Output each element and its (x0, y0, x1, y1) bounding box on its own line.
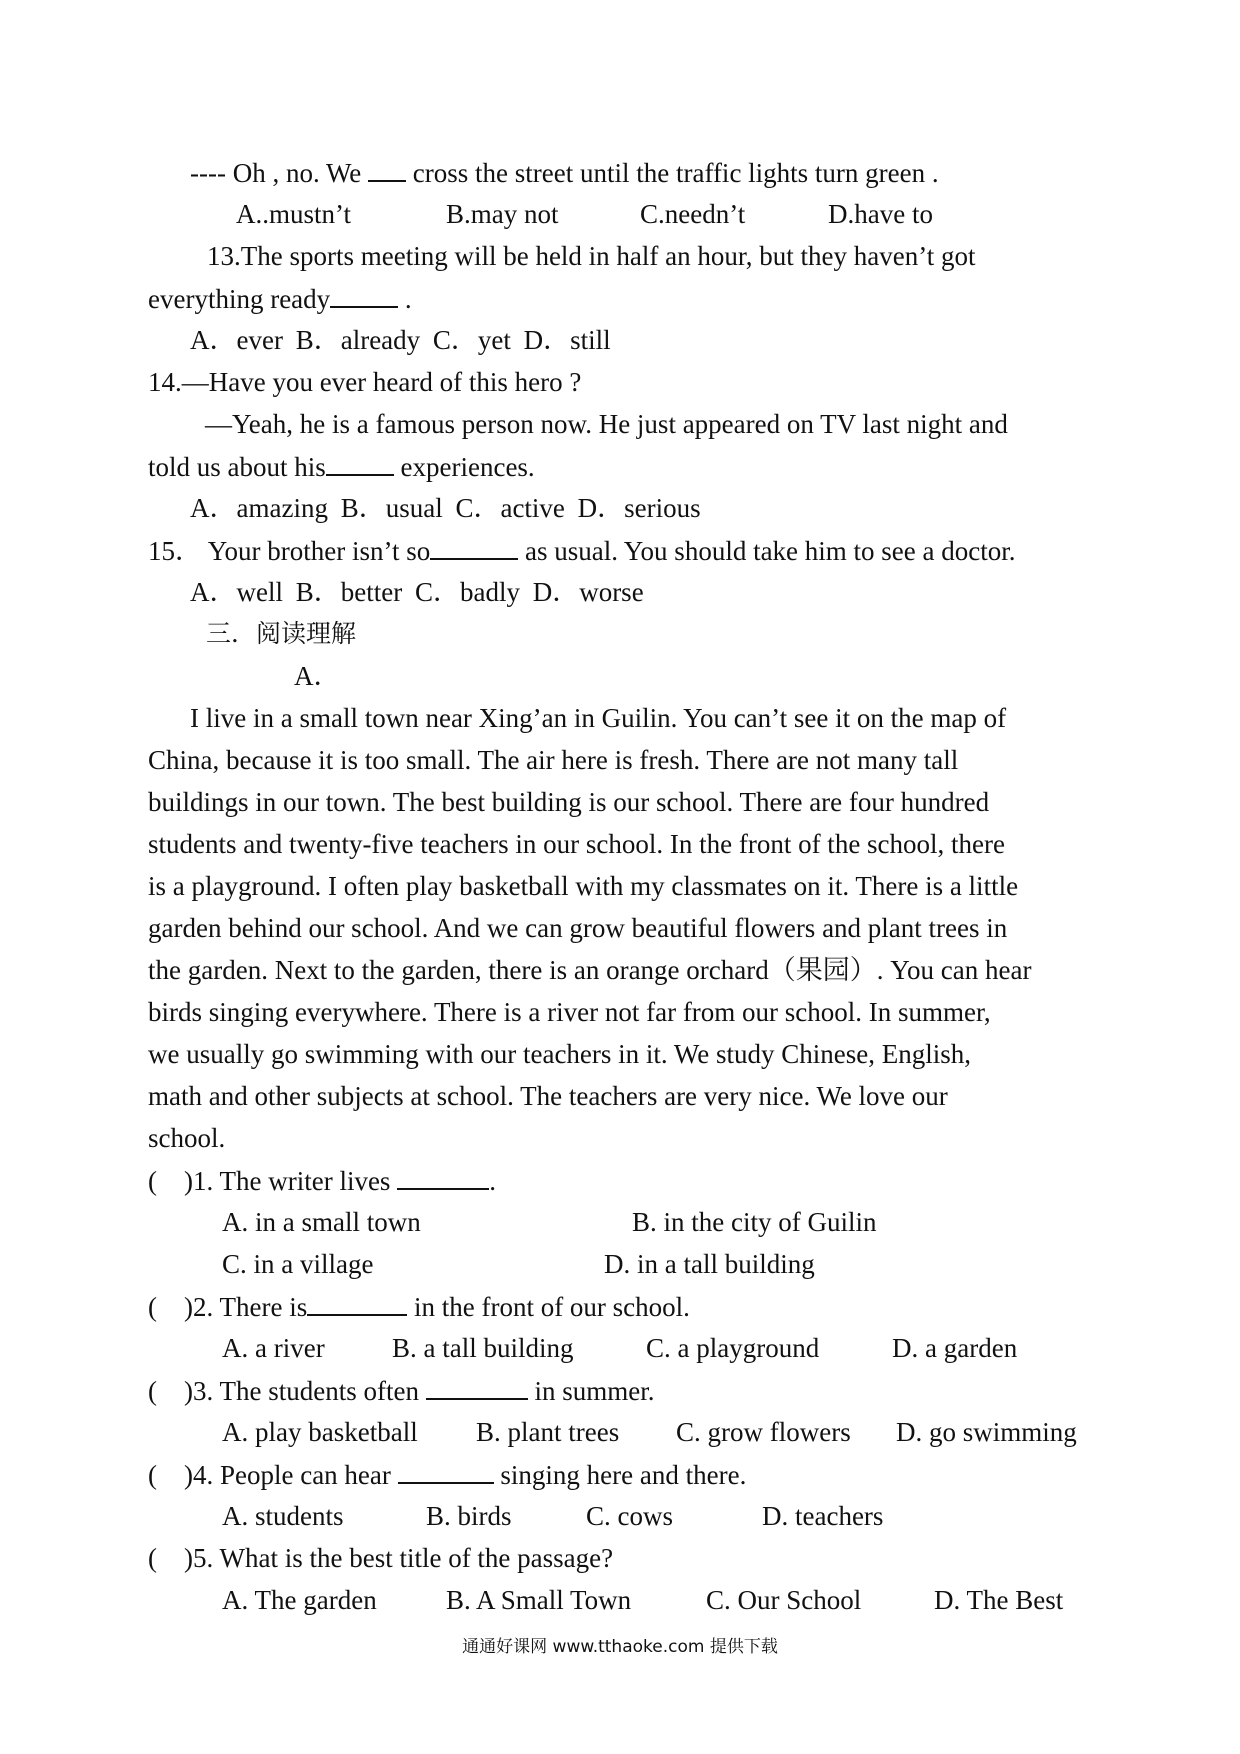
q15-text-a: 15． Your brother isn’t so (148, 536, 431, 566)
q12-dialog-line (190, 156, 939, 189)
passage-line-11: school. (148, 1123, 226, 1153)
question-2-text-end: in the front of our school. (407, 1292, 690, 1322)
question-5-stem: ( )5. What is the best title of the passage? (148, 1543, 614, 1573)
question-4-option-b: B. birds (426, 1501, 512, 1531)
q12-option-d: D.have to (828, 199, 933, 229)
question-2-stem (148, 1290, 690, 1323)
q14-stem-line3 (148, 450, 535, 483)
q12-option-a: A..mustn’t (236, 199, 352, 229)
question-5-option-b: B. A Small Town (446, 1585, 632, 1615)
passage-line-9: we usually go swimming with our teachers in it. We study Chinese, English, (148, 1039, 971, 1069)
question-2-option-d: D. a garden (892, 1333, 1018, 1363)
passage-line-1: I live in a small town near Xing’an in Guilin. You can’t see it on the map of (190, 703, 1007, 733)
q13-text-a: everything ready (148, 284, 331, 314)
answer-blank (330, 282, 398, 308)
passage-line-3: buildings in our town. The best building is our school. There are four hundred (148, 787, 990, 817)
question-1-stem (148, 1164, 496, 1197)
question-3-option-a: A. play basketball (222, 1417, 418, 1447)
passage-line-6: garden behind our school. And we can grow beautiful flowers and plant trees in (148, 913, 1008, 943)
answer-blank (398, 1458, 494, 1484)
answer-blank (368, 156, 406, 182)
answer-blank (326, 450, 394, 476)
question-4-option-c: C. cows (586, 1501, 673, 1531)
answer-blank (307, 1290, 407, 1316)
question-1-text: ( )1. The writer lives (148, 1166, 398, 1196)
question-3-option-c: C. grow flowers (676, 1417, 851, 1447)
question-3-option-b: B. plant trees (476, 1417, 620, 1447)
question-1-option-c: C. in a village (222, 1249, 374, 1279)
question-2-option-a: A. a river (222, 1333, 325, 1363)
question-5-option-c: C. Our School (706, 1585, 862, 1615)
passage-line-2: China, because it is too small. The air here is fresh. There are not many tall (148, 745, 959, 775)
passage-line-4: students and twenty-five teachers in our school. In the front of the school, there (148, 829, 1005, 859)
question-4-stem (148, 1458, 746, 1491)
q13-options: A．ever B．already C．yet D．still (190, 325, 611, 355)
passage-line-7: the garden. Next to the garden, there is an orange orchard（果园）. You can hear (148, 955, 1032, 985)
question-4-text: ( )4. People can hear (148, 1460, 398, 1490)
question-4-text-end: singing here and there. (493, 1460, 747, 1490)
answer-blank (430, 534, 518, 560)
question-1-option-d: D. in a tall building (604, 1249, 815, 1279)
answer-blank (397, 1164, 489, 1190)
q14-options: A．amazing B．usual C．active D．serious (190, 493, 701, 523)
question-1-option-b: B. in the city of Guilin (632, 1207, 877, 1237)
q14-text-a: told us about his (148, 452, 326, 482)
question-1-option-a: A. in a small town (222, 1207, 421, 1237)
q15-stem (148, 534, 1016, 567)
question-3-stem (148, 1374, 654, 1407)
question-2-option-c: C. a playground (646, 1333, 820, 1363)
section-heading: 三．阅读理解 (206, 619, 357, 648)
passage-line-10: math and other subjects at school. The teachers are very nice. We love our (148, 1081, 948, 1111)
q15-options: A．well B．better C．badly D．worse (190, 577, 644, 607)
passage-line-8: birds singing everywhere. There is a river not far from our school. In summer, (148, 997, 991, 1027)
answer-blank (426, 1374, 528, 1400)
question-2-option-b: B. a tall building (392, 1333, 574, 1363)
page-footer: 通通好课网 www.tthaoke.com 提供下载 (462, 1637, 778, 1657)
q13-stem-line1: 13.The sports meeting will be held in half an hour, but they haven’t got (207, 241, 976, 271)
question-4-option-a: A. students (222, 1501, 344, 1531)
q14-stem-line1: 14.—Have you ever heard of this hero ? (148, 367, 582, 397)
question-2-text: ( )2. There is (148, 1292, 308, 1322)
q12-option-c: C.needn’t (640, 199, 746, 229)
q14-stem-line2: —Yeah, he is a famous person now. He just appeared on TV last night and (205, 409, 1008, 439)
question-3-option-d: D. go swimming (896, 1417, 1077, 1447)
q14-text-b: experiences. (393, 452, 535, 482)
q15-text-b: as usual. You should take him to see a doctor. (518, 536, 1016, 566)
question-1-text-end: . (489, 1166, 496, 1196)
q13-text-b: . (398, 284, 412, 314)
q12-option-b: B.may not (446, 199, 559, 229)
q12-text-b: cross the street until the traffic lights turn green . (406, 158, 939, 188)
question-5-option-a: A. The garden (222, 1585, 377, 1615)
passage-label: A． (294, 661, 341, 691)
q13-stem-line2 (148, 282, 412, 315)
question-4-option-d: D. teachers (762, 1501, 884, 1531)
q12-text-a: ---- Oh , no. We (190, 158, 369, 188)
passage-line-5: is a playground. I often play basketball with my classmates on it. There is a little (148, 871, 1019, 901)
question-3-text-end: in summer. (527, 1376, 655, 1406)
question-5-option-d: D. The Best (934, 1585, 1064, 1615)
question-3-text: ( )3. The students often (148, 1376, 426, 1406)
